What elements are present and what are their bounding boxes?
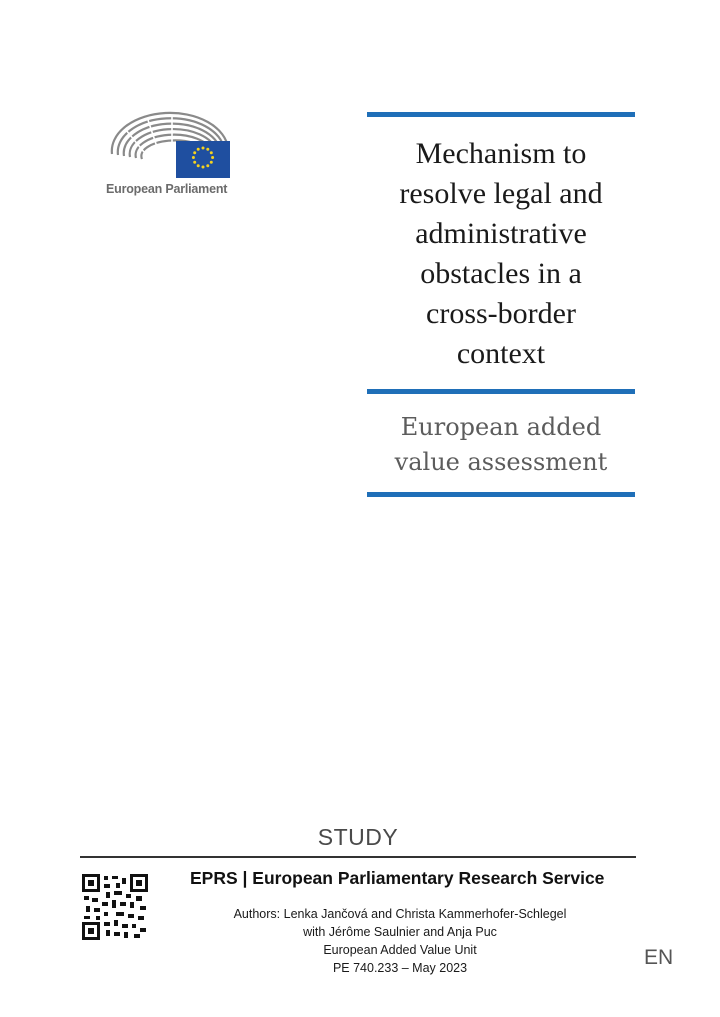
title-line: administrative (415, 217, 587, 250)
unit-line: European Added Value Unit (323, 943, 477, 957)
title-middle-rule (367, 389, 635, 394)
document-title (367, 134, 635, 374)
subtitle-line: European added (400, 413, 602, 441)
logo-label: European Parliament (106, 182, 228, 196)
language-code: EN (644, 946, 674, 969)
document-type: STUDY (317, 824, 399, 850)
credits-block (175, 905, 625, 977)
title-line: cross-border (426, 297, 576, 330)
co-authors-line: with Jérôme Saulnier and Anja Puc (303, 925, 497, 939)
document-subtitle (367, 410, 635, 480)
hemicycle-logo-icon (106, 108, 236, 180)
title-line: resolve legal and (399, 177, 603, 210)
subtitle-line: value assessment (394, 448, 608, 476)
title-top-rule (367, 112, 635, 117)
authors-line: Authors: Lenka Jančová and Christa Kammerhofer-Schlegel (233, 907, 567, 921)
title-line: obstacles in a (420, 257, 582, 290)
title-line: Mechanism to (415, 137, 587, 170)
title-bottom-rule (367, 492, 635, 497)
reference-line: PE 740.233 – May 2023 (332, 961, 468, 975)
european-parliament-logo (106, 108, 236, 203)
publisher-name: EPRS | European Parliamentary Research Service (190, 868, 605, 888)
footer-rule (80, 856, 636, 858)
qr-code-icon (82, 874, 148, 940)
title-line: context (456, 337, 546, 370)
